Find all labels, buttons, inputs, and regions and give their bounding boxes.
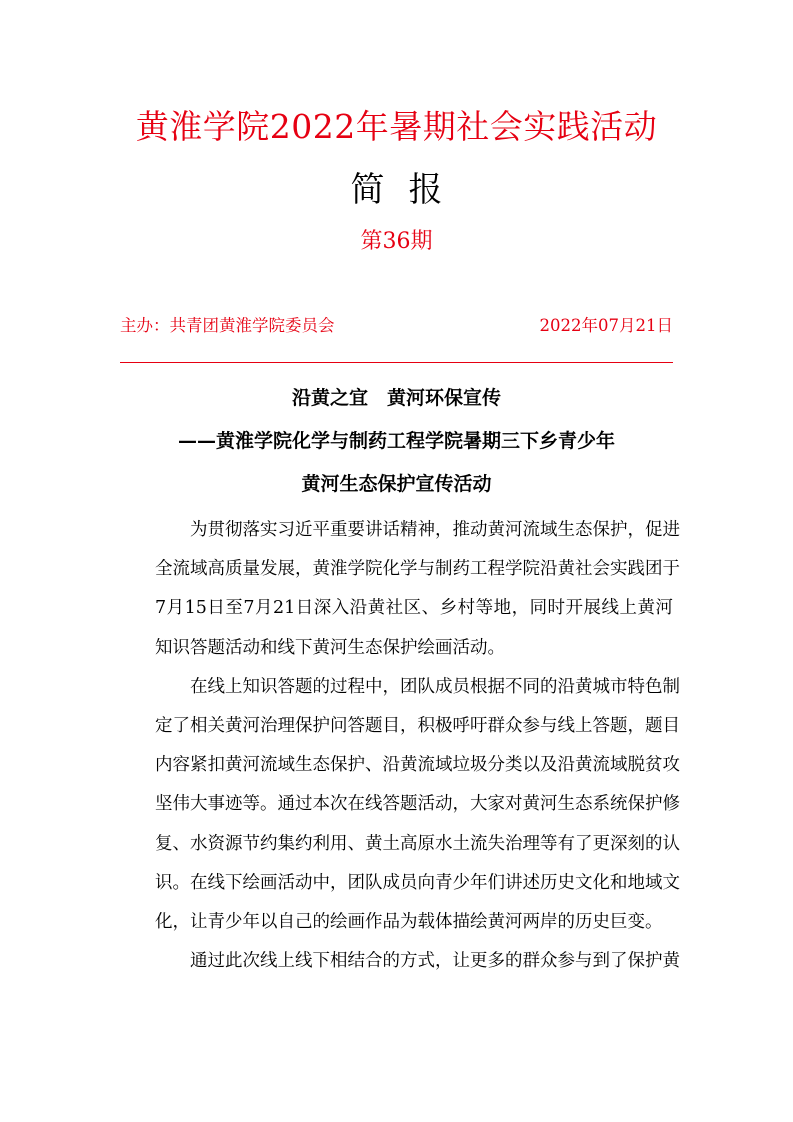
article-body — [120, 511, 680, 981]
issue-number: 第36期 — [360, 229, 433, 254]
organizer: 主办：共青团黄淮学院委员会 — [120, 316, 335, 335]
article-title-line-1: 沿黄之宜 黄河环保宣传 — [291, 387, 501, 409]
paragraph-line: 7月15日至7月21日深入沿黄社区、乡村等地，同时开展线上黄河 — [155, 598, 673, 619]
paragraph-3 — [120, 942, 680, 981]
bulletin-main-title: 黄淮学院2022年暑期社会实践活动 — [135, 107, 658, 146]
article-title-line-3: 黄河生态保护宣传活动 — [301, 473, 492, 495]
paragraph-2 — [120, 668, 680, 942]
paragraph-line: 内容紧扣黄河流域生态保护、沿黄流域垃圾分类以及沿黄流域脱贫攻 — [155, 755, 680, 776]
paragraph-line: 在线上知识答题的过程中，团队成员根据不同的沿黄城市特色制 — [190, 676, 680, 697]
paragraph-line: 复、水资源节约集约利用、黄土高原水土流失治理等有了更深刻的认 — [155, 833, 680, 854]
paragraph-1 — [120, 511, 680, 668]
bulletin-subtitle — [0, 167, 793, 213]
paragraph-line: 通过此次线上线下相结合的方式，让更多的群众参与到了保护黄 — [190, 951, 680, 972]
paragraph-line: 化，让青少年以自己的绘画作品为载体描绘黄河两岸的历史巨变。 — [155, 912, 663, 933]
publish-date: 2022年07月21日 — [539, 316, 673, 335]
subtitle-char-1: 简 — [350, 170, 385, 210]
header-divider — [120, 362, 673, 363]
subtitle-char-2: 报 — [408, 170, 443, 210]
paragraph-line: 坚伟大事迹等。通过本次在线答题活动，大家对黄河生态系统保护修 — [155, 794, 680, 815]
meta-row — [120, 312, 673, 340]
paragraph-line: 为贯彻落实习近平重要讲话精神，推动黄河流域生态保护，促进 — [190, 520, 680, 540]
article-title-line-2: ——黄淮学院化学与制药工程学院暑期三下乡青少年 — [177, 430, 615, 452]
paragraph-line: 定了相关黄河治理保护问答题目，积极呼吁群众参与线上答题，题目 — [155, 716, 680, 737]
paragraph-line: 全流域高质量发展，黄淮学院化学与制药工程学院沿黄社会实践团于 — [155, 559, 680, 580]
paragraph-line: 识。在线下绘画活动中，团队成员向青少年们讲述历史文化和地域文 — [155, 872, 680, 893]
paragraph-line: 知识答题活动和线下黄河生态保护绘画活动。 — [155, 637, 505, 658]
